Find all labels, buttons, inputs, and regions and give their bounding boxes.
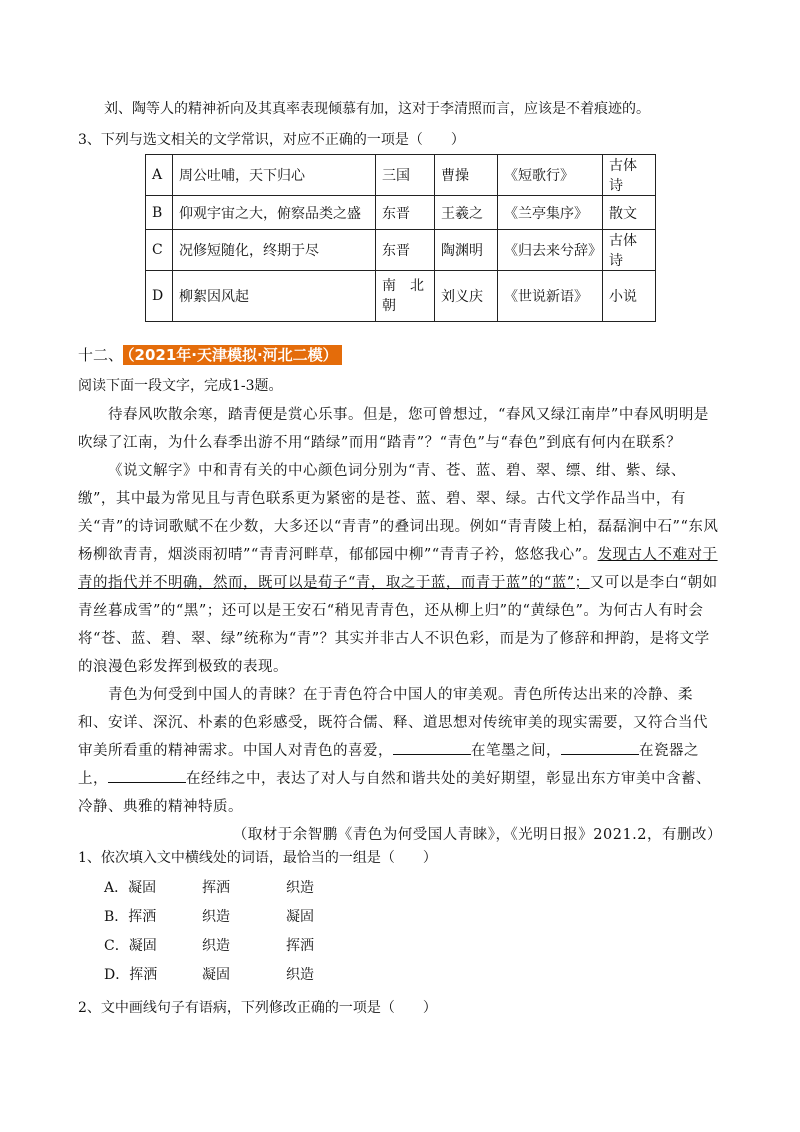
row-text: 仰观宇宙之大，俯察品类之盛	[173, 196, 376, 230]
question-1-stem: 1、依次填入文中横线处的词语，最恰当的一组是（ ）	[78, 850, 437, 866]
row-text: 况修短随化，终期于尽	[173, 230, 376, 271]
row-author: 陶渊明	[435, 230, 498, 271]
option-word-2: 织造	[202, 938, 230, 954]
row-work: 《短歌行》	[498, 155, 603, 196]
row-label: B	[146, 196, 173, 230]
table-row	[146, 230, 656, 271]
row-genre: 古体诗	[603, 155, 656, 196]
passage-source: （取材于余智鹏《青色为何受国人青睐》，《光明日报》2021.2，有删改）	[232, 827, 722, 843]
paragraph-3-part-c: 在瓷器之上，	[78, 743, 699, 787]
option-word-3: 凝固	[286, 909, 314, 925]
row-label: D	[146, 271, 173, 322]
row-genre: 小说	[603, 271, 656, 322]
section-heading	[78, 345, 342, 365]
row-work: 《归去来兮辞》	[498, 230, 603, 271]
option-word-2: 挥洒	[202, 880, 230, 896]
option-label: C．凝固	[104, 938, 157, 954]
table-row	[146, 271, 656, 322]
row-genre: 散文	[603, 196, 656, 230]
option-word-3: 织造	[286, 880, 314, 896]
option-word-3: 织造	[286, 967, 314, 983]
paragraph-2-end: 又可以是李白“朝如青丝暮成雪”的“黑”；还可以是王安石“稍见青青色，还从柳上归”的“黄绿色”。为何古人有时会将“苍、蓝、碧、翠、绿”统称为“青”？其实并非古人不识色彩，而是为了修辞和押韵，是将文学的浪漫色彩发挥到极致的表现。	[78, 575, 718, 675]
row-era: 三国	[376, 155, 435, 196]
option-word-3: 挥洒	[286, 938, 314, 954]
blank-2	[561, 740, 639, 755]
intro-line: 刘、陶等人的精神祈向及其真率表现倾慕有加，这对于李清照而言，应该是不着痕迹的。	[104, 101, 650, 117]
blank-1	[393, 740, 471, 755]
row-label: A	[146, 155, 173, 196]
row-work: 《世说新语》	[498, 271, 603, 322]
row-era: 东晋	[376, 230, 435, 271]
option-c	[104, 937, 314, 955]
table-row	[146, 155, 656, 196]
option-word-2: 织造	[202, 909, 230, 925]
row-author: 王羲之	[435, 196, 498, 230]
paragraph-3-end: 在经纬之中，表达了对人与自然和谐共处的美好期望，彰显出东方审美中含蓄、冷静、典雅的精神特质。	[78, 771, 711, 815]
option-label: B．挥洒	[104, 909, 157, 925]
option-word-2: 凝固	[202, 967, 230, 983]
passage-paragraph-2	[78, 457, 722, 681]
row-era: 东晋	[376, 196, 435, 230]
passage	[78, 401, 722, 849]
passage-paragraph-1: 待春风吹散余寒，踏青便是赏心乐事。但是，您可曾想过，“春风又绿江南岸”中春风明明是吹绿了江南，为什么春季出游不用“踏绿”而用“踏青”？“青色”与“春色”到底有何内在联系？	[78, 407, 709, 451]
row-work: 《兰亭集序》	[498, 196, 603, 230]
section-instruction: 阅读下面一段文字，完成1-3题。	[78, 378, 283, 394]
row-label: C	[146, 230, 173, 271]
row-genre: 古体诗	[603, 230, 656, 271]
question-2-stem: 2、文中画线句子有语病，下列修改正确的一项是（ ）	[78, 1000, 437, 1016]
row-author: 刘义庆	[435, 271, 498, 322]
option-label: A．凝固	[104, 880, 157, 896]
row-era: 南 北 朝	[376, 271, 435, 322]
question-3-stem: 3、下列与选文相关的文学常识，对应不正确的一项是（ ）	[78, 132, 465, 148]
literature-table	[145, 154, 656, 322]
table-row	[146, 196, 656, 230]
option-a	[104, 879, 314, 897]
passage-paragraph-3	[78, 681, 722, 821]
source-badge: （2021年·天津模拟·河北二模）	[123, 345, 342, 365]
row-text: 周公吐哺，天下归心	[173, 155, 376, 196]
section-number: 十二、	[78, 346, 124, 364]
paragraph-3-part-b: 在笔墨之间，	[471, 743, 561, 759]
option-d	[104, 966, 314, 984]
blank-3	[108, 768, 186, 783]
underlined-sentence: 发现古人不难对于青的指代并不明确，然而，既可以是荀子“青，取之于蓝，而青于蓝”的“蓝”；	[78, 547, 718, 591]
row-author: 曹操	[435, 155, 498, 196]
option-label: D．挥洒	[104, 967, 158, 983]
paragraph-2-start: 《说文解字》中和青有关的中心颜色词分别为“青、苍、蓝、碧、翠、缥、绀、紫、绿、缴”，其中最为常见且与青色联系更为紧密的是苍、蓝、碧、翠、绿。古代文学作品当中，有关“青”的诗词歌赋不在少数，大多还以“青青”的叠词出现。例如“青青陵上柏，磊磊涧中石”“东风杨柳欲青青，烟淡雨初晴”“青青河畔草，郁郁园中柳”“青青子衿，悠悠我心”。	[78, 463, 719, 563]
paragraph-3-start: 青色为何受到中国人的青睐？在于青色符合中国人的审美观。青色所传达出来的冷静、柔和、安详、深沉、朴素的色彩感受，既符合儒、释、道思想对传统审美的现实需要，又符合当代审美所看重的精神需求。中国人对青色的喜爱，	[78, 687, 708, 759]
row-text: 柳絮因风起	[173, 271, 376, 322]
option-b	[104, 908, 314, 926]
